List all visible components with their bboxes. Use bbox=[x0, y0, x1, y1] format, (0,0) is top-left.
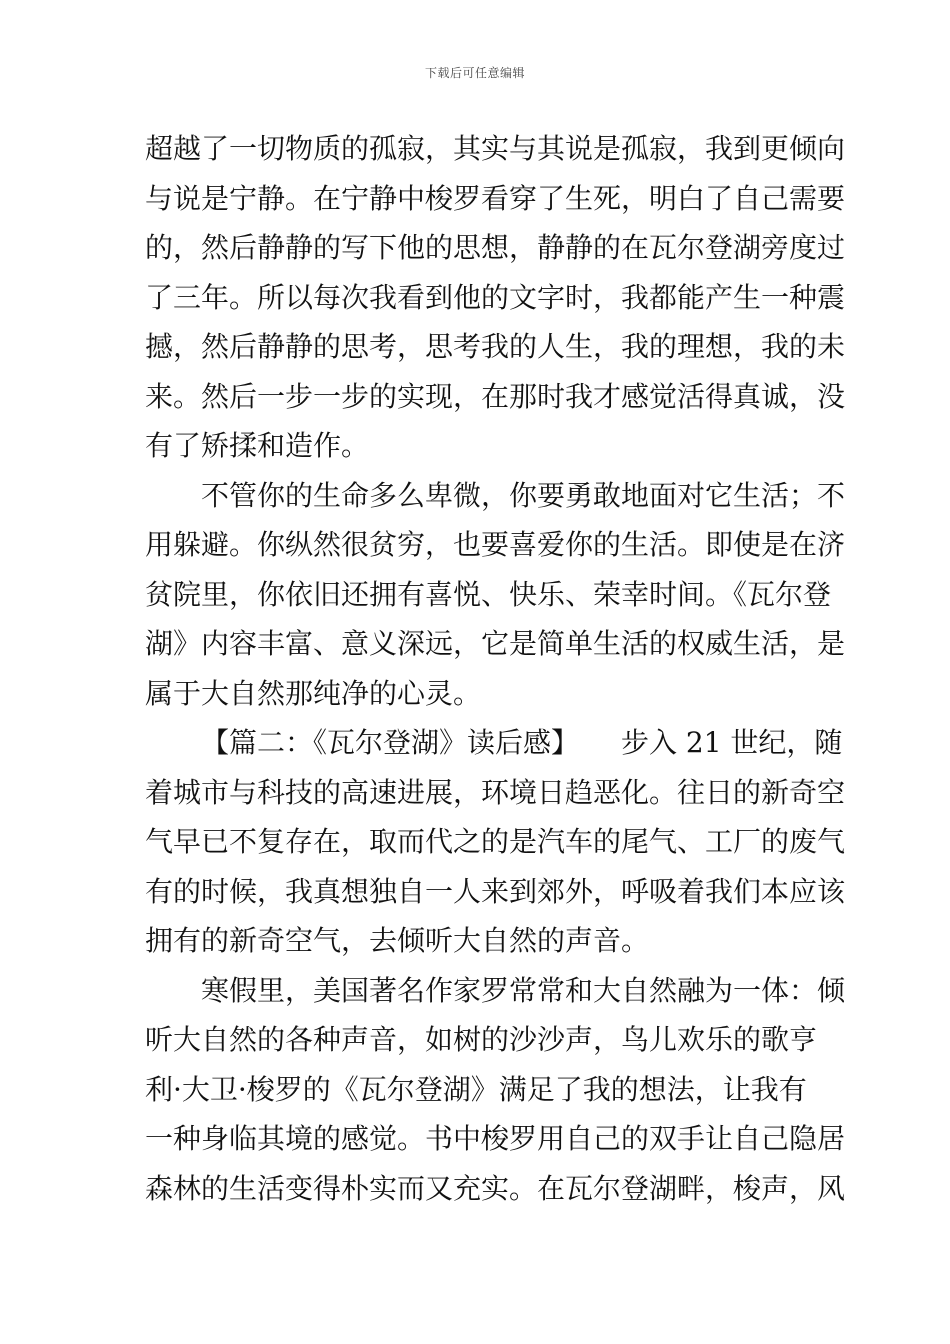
text-line: 撼，然后静静的思考，思考我的人生，我的理想，我的未 bbox=[145, 330, 846, 363]
text-line: 用躲避。你纵然很贫穷，也要喜爱你的生活。即使是在济 bbox=[145, 528, 846, 561]
text-line: 一种身临其境的感觉。书中梭罗用自己的双手让自己隐居 bbox=[145, 1122, 846, 1155]
text-line: 听大自然的各种声音，如树的沙沙声，鸟儿欢乐的歌亨 bbox=[145, 1023, 818, 1056]
text-line: 拥有的新奇空气，去倾听大自然的声音。 bbox=[145, 924, 650, 957]
text-line: 有的时候，我真想独自一人来到郊外，呼吸着我们本应该 bbox=[145, 874, 846, 908]
text-line: 贫院里，你依旧还拥有喜悦、快乐、荣幸时间。《瓦尔登 bbox=[145, 577, 832, 611]
text-line: 的，然后静静的写下他的思想，静静的在瓦尔登湖旁度过 bbox=[145, 231, 846, 264]
section-heading-line: 【篇二：《瓦尔登湖》读后感】 步入 21 世纪，随 bbox=[201, 726, 843, 759]
paragraph-first-line: 不管你的生命多么卑微，你要勇敢地面对它生活；不 bbox=[201, 478, 846, 512]
text-line: 森林的生活变得朴实而又充实。在瓦尔登湖畔，梭声，风 bbox=[145, 1171, 846, 1205]
page-header: 下载后可任意编辑 bbox=[424, 66, 525, 80]
text-line: 属于大自然那纯净的心灵。 bbox=[145, 676, 482, 710]
body-text bbox=[145, 124, 846, 1213]
text-line: 与说是宁静。在宁静中梭罗看穿了生死，明白了自己需要 bbox=[145, 181, 846, 215]
text-line: 有了矫揉和造作。 bbox=[145, 429, 370, 462]
text-line: 湖》内容丰富、意义深远，它是简单生活的权威生活，是 bbox=[145, 627, 846, 660]
text-line: 来。然后一步一步的实现，在那时我才感觉活得真诚，没 bbox=[145, 379, 846, 413]
text-line: 着城市与科技的高速进展，环境日趋恶化。往日的新奇空 bbox=[145, 775, 846, 809]
text-line: 超越了一切物质的孤寂，其实与其说是孤寂，我到更倾向 bbox=[145, 132, 846, 165]
text-line: 利·大卫·梭罗的《瓦尔登湖》满足了我的想法，让我有 bbox=[145, 1072, 807, 1106]
paragraph-first-line: 寒假里，美国著名作家罗常常和大自然融为一体：倾 bbox=[201, 973, 846, 1007]
text-line: 气早已不复存在，取而代之的是汽车的尾气、工厂的废气 bbox=[145, 825, 846, 858]
text-line: 了三年。所以每次我看到他的文字时，我都能产生一种震 bbox=[145, 280, 846, 314]
